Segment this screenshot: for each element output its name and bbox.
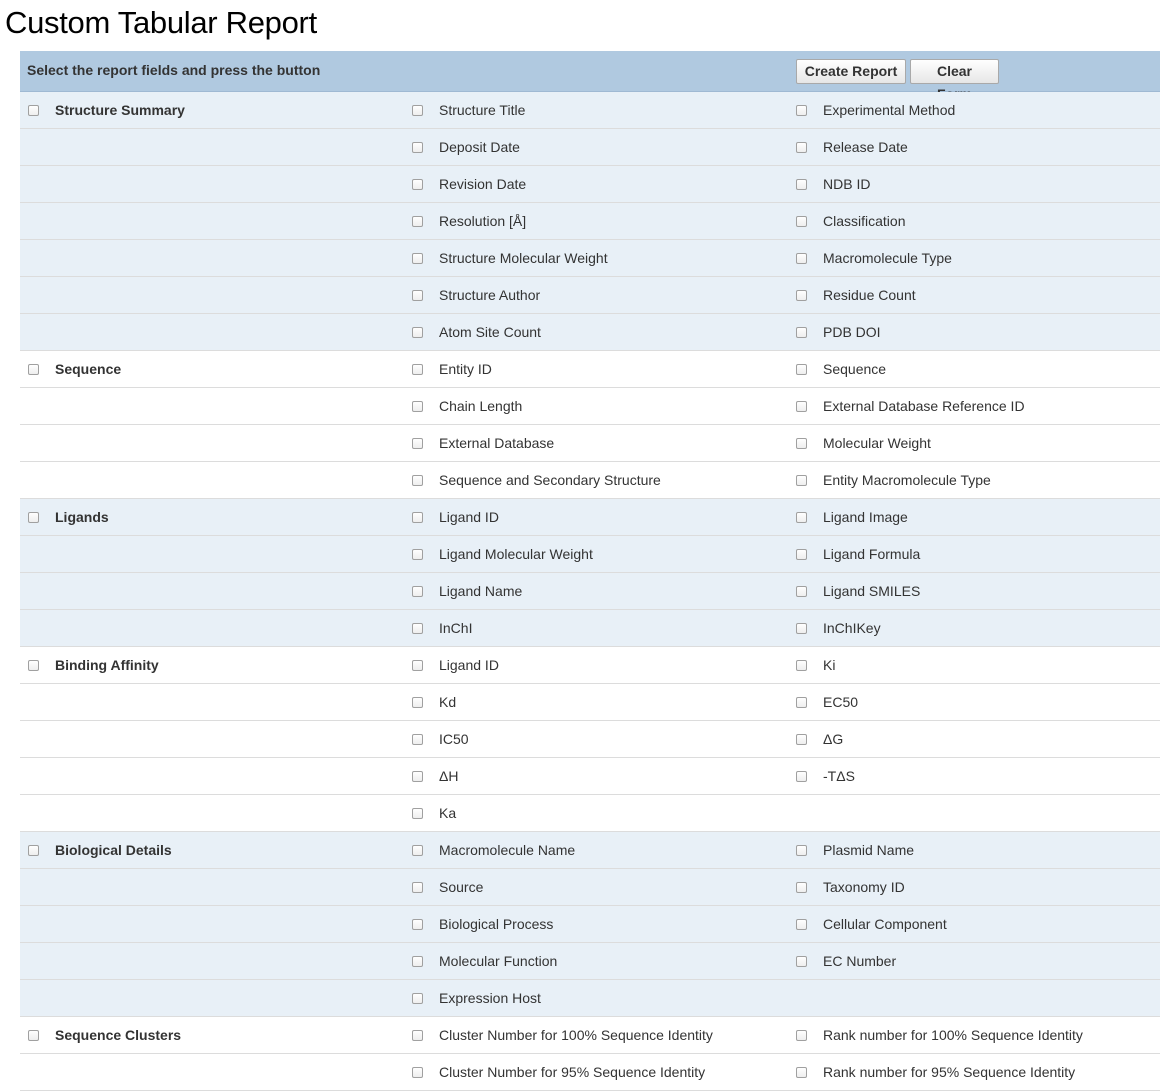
field-option xyxy=(796,425,931,461)
field-checkbox-kd[interactable] xyxy=(412,697,423,708)
field-option xyxy=(412,573,522,609)
group-structure-summary xyxy=(28,92,185,128)
table-row xyxy=(20,647,1160,684)
field-label: ΔH xyxy=(439,768,459,784)
field-checkbox-ka[interactable] xyxy=(412,808,423,819)
field-option xyxy=(412,1017,713,1053)
field-checkbox-pdb-doi[interactable] xyxy=(796,327,807,338)
field-option xyxy=(412,980,541,1016)
field-label: Residue Count xyxy=(823,287,916,303)
field-label: IC50 xyxy=(439,731,469,747)
table-row xyxy=(20,980,1160,1017)
field-checkbox-atom-site-count[interactable] xyxy=(412,327,423,338)
field-checkbox-classification[interactable] xyxy=(796,216,807,227)
field-label: Source xyxy=(439,879,484,895)
field-option xyxy=(796,647,835,683)
table-row xyxy=(20,795,1160,832)
field-option xyxy=(412,92,525,128)
field-checkbox-structure-title[interactable] xyxy=(412,105,423,116)
field-option xyxy=(796,203,905,239)
field-label: Chain Length xyxy=(439,398,523,414)
field-option xyxy=(412,166,526,202)
field-checkbox-macromolecule-name[interactable] xyxy=(412,845,423,856)
table-row xyxy=(20,610,1160,647)
group-checkbox-sequence-clusters[interactable] xyxy=(28,1030,39,1041)
field-checkbox-ligand-name[interactable] xyxy=(412,586,423,597)
field-label: Ki xyxy=(823,657,836,673)
field-option xyxy=(796,1017,1083,1053)
field-option xyxy=(412,758,458,794)
field-checkbox-ligand-molecular-weight[interactable] xyxy=(412,549,423,560)
field-checkbox-h[interactable] xyxy=(412,771,423,782)
table-row xyxy=(20,758,1160,795)
field-checkbox-ligand-id[interactable] xyxy=(412,660,423,671)
field-checkbox-biological-process[interactable] xyxy=(412,919,423,930)
field-checkbox-ki[interactable] xyxy=(796,660,807,671)
field-label: Entity Macromolecule Type xyxy=(823,472,991,488)
field-option xyxy=(412,462,661,498)
group-biological-details xyxy=(28,832,172,868)
field-label: Ligand SMILES xyxy=(823,583,921,599)
field-option xyxy=(412,129,520,165)
field-option xyxy=(796,240,952,276)
field-option xyxy=(412,795,456,831)
field-label: Biological Process xyxy=(439,916,554,932)
group-label: Structure Summary xyxy=(55,102,185,118)
field-label: Ka xyxy=(439,805,457,821)
field-label: InChIKey xyxy=(823,620,881,636)
field-checkbox-resolution[interactable] xyxy=(412,216,423,227)
field-checkbox-ec50[interactable] xyxy=(796,697,807,708)
group-checkbox-ligands[interactable] xyxy=(28,512,39,523)
field-option xyxy=(412,536,593,572)
header-instruction: Select the report fields and press the button xyxy=(27,62,321,78)
field-option xyxy=(796,166,870,202)
field-option xyxy=(796,462,991,498)
page-title: Custom Tabular Report xyxy=(5,5,317,40)
table-row xyxy=(20,536,1160,573)
table-row xyxy=(20,573,1160,610)
field-label: Structure Molecular Weight xyxy=(439,250,608,266)
table-row xyxy=(20,721,1160,758)
group-binding-affinity xyxy=(28,647,159,683)
field-label: Plasmid Name xyxy=(823,842,915,858)
field-checkbox-macromolecule-type[interactable] xyxy=(796,253,807,264)
field-option xyxy=(412,1054,705,1090)
field-label: Expression Host xyxy=(439,990,541,1006)
field-checkbox-residue-count[interactable] xyxy=(796,290,807,301)
field-label: NDB ID xyxy=(823,176,871,192)
field-label: Molecular Function xyxy=(439,953,558,969)
field-checkbox-external-database-reference-id[interactable] xyxy=(796,401,807,412)
table-row xyxy=(20,314,1160,351)
field-option xyxy=(796,388,1025,424)
table-row xyxy=(20,906,1160,943)
table-row xyxy=(20,462,1160,499)
field-checkbox-expression-host[interactable] xyxy=(412,993,423,1004)
field-checkbox-ligand-smiles[interactable] xyxy=(796,586,807,597)
group-label: Biological Details xyxy=(55,842,172,858)
field-option xyxy=(796,758,855,794)
field-checkbox-ndb-id[interactable] xyxy=(796,179,807,190)
group-sequence xyxy=(28,351,121,387)
field-option xyxy=(796,610,881,646)
field-checkbox-inchikey[interactable] xyxy=(796,623,807,634)
group-ligands xyxy=(28,499,109,535)
field-option xyxy=(412,314,541,350)
field-option xyxy=(796,351,886,387)
field-option xyxy=(412,425,554,461)
table-row xyxy=(20,351,1160,388)
field-option xyxy=(412,684,456,720)
field-option xyxy=(412,647,499,683)
field-checkbox-t-s[interactable] xyxy=(796,771,807,782)
field-option xyxy=(796,499,908,535)
field-label: ΔG xyxy=(823,731,844,747)
field-checkbox-rank-number-for-100-sequence-identity[interactable] xyxy=(796,1030,807,1041)
field-checkbox-inchi[interactable] xyxy=(412,623,423,634)
field-label: Experimental Method xyxy=(823,102,956,118)
field-checkbox-source[interactable] xyxy=(412,882,423,893)
field-option xyxy=(796,314,881,350)
field-checkbox-structure-molecular-weight[interactable] xyxy=(412,253,423,264)
field-checkbox-chain-length[interactable] xyxy=(412,401,423,412)
group-checkbox-structure-summary[interactable] xyxy=(28,105,39,116)
field-label: Deposit Date xyxy=(439,139,520,155)
field-label: Ligand ID xyxy=(439,509,499,525)
field-label: Release Date xyxy=(823,139,908,155)
field-label: EC Number xyxy=(823,953,897,969)
field-label: Structure Author xyxy=(439,287,541,303)
field-checkbox-taxonomy-id[interactable] xyxy=(796,882,807,893)
table-row xyxy=(20,684,1160,721)
field-label: Ligand Molecular Weight xyxy=(439,546,593,562)
field-checkbox-entity-id[interactable] xyxy=(412,364,423,375)
table-row xyxy=(20,277,1160,314)
table-row xyxy=(20,203,1160,240)
field-label: PDB DOI xyxy=(823,324,881,340)
field-label: Cluster Number for 100% Sequence Identity xyxy=(439,1027,713,1043)
field-option xyxy=(796,906,947,942)
create-report-button[interactable]: Create Report xyxy=(796,59,906,84)
field-label: Ligand Formula xyxy=(823,546,921,562)
field-label: Macromolecule Type xyxy=(823,250,952,266)
group-label: Ligands xyxy=(55,509,109,525)
field-label: Rank number for 100% Sequence Identity xyxy=(823,1027,1083,1043)
field-label: Revision Date xyxy=(439,176,527,192)
field-label: Atom Site Count xyxy=(439,324,541,340)
field-label: Ligand ID xyxy=(439,657,499,673)
group-sequence-clusters xyxy=(28,1017,181,1053)
field-option xyxy=(412,832,575,868)
field-option xyxy=(412,721,469,757)
field-checkbox-molecular-weight[interactable] xyxy=(796,438,807,449)
field-label: External Database xyxy=(439,435,555,451)
field-label: Sequence and Secondary Structure xyxy=(439,472,661,488)
group-checkbox-sequence[interactable] xyxy=(28,364,39,375)
field-label: Ligand Name xyxy=(439,583,523,599)
field-checkbox-experimental-method[interactable] xyxy=(796,105,807,116)
field-label: Sequence xyxy=(823,361,887,377)
table-row xyxy=(20,832,1160,869)
table-row xyxy=(20,425,1160,462)
field-option xyxy=(796,684,858,720)
field-label: Cluster Number for 95% Sequence Identity xyxy=(439,1064,706,1080)
field-label: Taxonomy ID xyxy=(823,879,905,895)
field-label: -TΔS xyxy=(823,768,855,784)
field-checkbox-cluster-number-for-95-sequence-identity[interactable] xyxy=(412,1067,423,1078)
field-option xyxy=(796,721,843,757)
field-option xyxy=(796,1054,1075,1090)
table-row xyxy=(20,943,1160,980)
field-checkbox-ec-number[interactable] xyxy=(796,956,807,967)
field-checkbox-ligand-formula[interactable] xyxy=(796,549,807,560)
field-option xyxy=(412,869,483,905)
field-label: Resolution [Å] xyxy=(439,213,527,229)
field-option xyxy=(796,832,914,868)
field-label: EC50 xyxy=(823,694,859,710)
field-checkbox-deposit-date[interactable] xyxy=(412,142,423,153)
table-row xyxy=(20,92,1160,129)
field-option xyxy=(412,943,557,979)
field-label: Classification xyxy=(823,213,906,229)
field-label: Kd xyxy=(439,694,457,710)
field-option xyxy=(796,92,955,128)
field-option xyxy=(796,573,920,609)
field-option xyxy=(796,869,905,905)
table-row xyxy=(20,869,1160,906)
field-option xyxy=(796,943,896,979)
report-form xyxy=(20,51,1160,1091)
group-checkbox-biological-details[interactable] xyxy=(28,845,39,856)
table-row xyxy=(20,499,1160,536)
field-label: Macromolecule Name xyxy=(439,842,576,858)
field-option xyxy=(412,610,472,646)
field-checkbox-entity-macromolecule-type[interactable] xyxy=(796,475,807,486)
table-row xyxy=(20,129,1160,166)
table-row xyxy=(20,240,1160,277)
field-option xyxy=(412,203,526,239)
field-checkbox-release-date[interactable] xyxy=(796,142,807,153)
field-option xyxy=(412,277,540,313)
field-rows xyxy=(20,92,1160,1091)
field-option xyxy=(412,499,499,535)
group-checkbox-binding-affinity[interactable] xyxy=(28,660,39,671)
clear-form-button[interactable]: Clear xyxy=(910,59,999,84)
field-checkbox-cluster-number-for-100-sequence-identity[interactable] xyxy=(412,1030,423,1041)
field-checkbox-rank-number-for-95-sequence-identity[interactable] xyxy=(796,1067,807,1078)
field-label: Ligand Image xyxy=(823,509,908,525)
field-checkbox-ic50[interactable] xyxy=(412,734,423,745)
field-option xyxy=(796,277,916,313)
table-row xyxy=(20,166,1160,203)
group-label: Sequence Clusters xyxy=(55,1027,182,1043)
field-label: Cellular Component xyxy=(823,916,947,932)
field-label: Structure Title xyxy=(439,102,526,118)
field-checkbox-structure-author[interactable] xyxy=(412,290,423,301)
table-row xyxy=(20,1054,1160,1091)
field-option xyxy=(412,388,522,424)
field-label: External Database Reference ID xyxy=(823,398,1025,414)
field-checkbox-revision-date[interactable] xyxy=(412,179,423,190)
field-checkbox-molecular-function[interactable] xyxy=(412,956,423,967)
field-label: Entity ID xyxy=(439,361,492,377)
field-option xyxy=(796,129,908,165)
field-label: Molecular Weight xyxy=(823,435,931,451)
field-checkbox-g[interactable] xyxy=(796,734,807,745)
field-label: InChI xyxy=(439,620,473,636)
form-header xyxy=(20,51,1160,92)
field-option xyxy=(796,536,920,572)
table-row xyxy=(20,1017,1160,1054)
field-checkbox-cellular-component[interactable] xyxy=(796,919,807,930)
field-checkbox-sequence[interactable] xyxy=(796,364,807,375)
field-checkbox-ligand-id[interactable] xyxy=(412,512,423,523)
field-checkbox-sequence-and-secondary-structure[interactable] xyxy=(412,475,423,486)
field-checkbox-plasmid-name[interactable] xyxy=(796,845,807,856)
field-option xyxy=(412,240,608,276)
table-row xyxy=(20,388,1160,425)
field-label: Rank number for 95% Sequence Identity xyxy=(823,1064,1076,1080)
group-label: Binding Affinity xyxy=(55,657,159,673)
field-checkbox-ligand-image[interactable] xyxy=(796,512,807,523)
group-label: Sequence xyxy=(55,361,122,377)
field-option xyxy=(412,351,492,387)
field-option xyxy=(412,906,553,942)
field-checkbox-external-database[interactable] xyxy=(412,438,423,449)
